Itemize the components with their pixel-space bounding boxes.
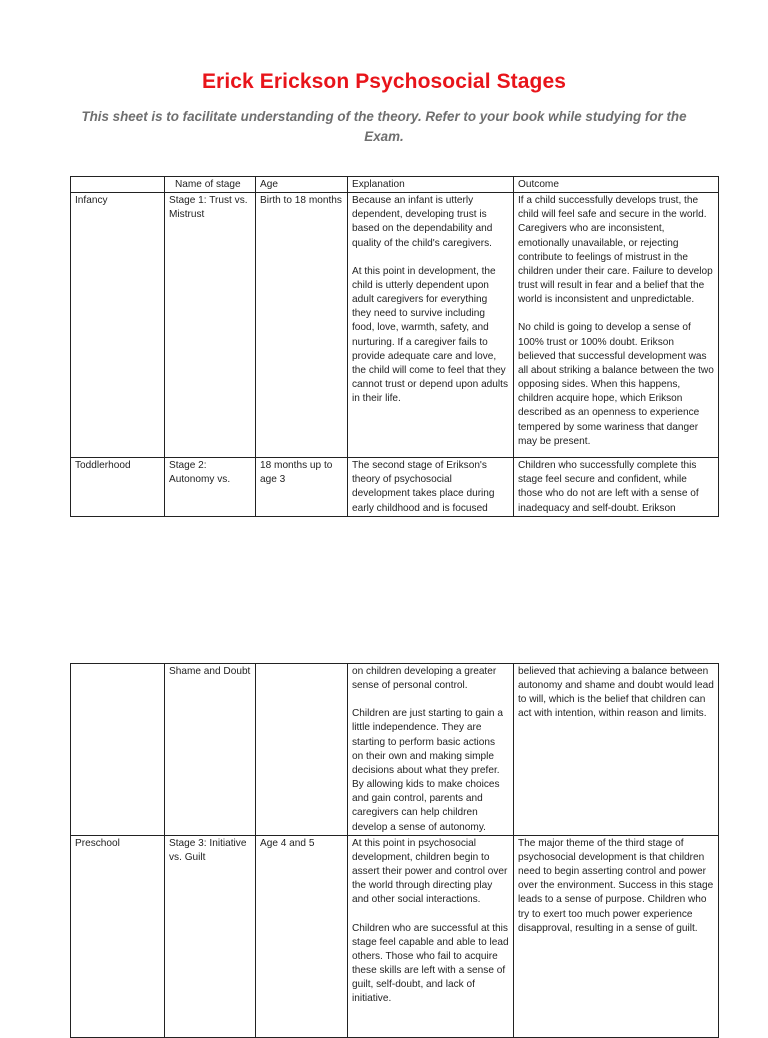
period-cell: Infancy xyxy=(71,193,165,458)
header-cell-age: Age xyxy=(256,177,348,193)
document-subtitle: This sheet is to facilitate understanding of the theory. Refer to your book while studying for the Exam. xyxy=(81,109,687,144)
explanation-cell xyxy=(348,835,514,1037)
table-row-infancy xyxy=(71,193,719,458)
header-cell-explanation: Explanation xyxy=(348,177,514,193)
stages-table-page-1 xyxy=(70,176,719,517)
explanation-paragraph: At this point in psychosocial development, children begin to assert their power and control over the world through directing play and other social interactions. xyxy=(352,837,508,906)
age-cell: Age 4 and 5 xyxy=(256,835,348,1037)
outcome-cell: The major theme of the third stage of psychosocial development is that children need to begin asserting control and power over the environment. Success in this stage leads to a sense of purpose. Children who try to exert too much power experience disapproval, resulting in a sense of guilt. xyxy=(514,835,719,1037)
age-cell: Birth to 18 months xyxy=(256,193,348,458)
explanation-paragraph: Children who are successful at this stage feel capable and able to lead others. Those who fail to acquire these skills are left with a sense of guilt, self-doubt, and lack of initiative. xyxy=(352,922,509,1005)
explanation-cell: The second stage of Erikson's theory of psychosocial development takes place during early childhood and is focused xyxy=(348,458,514,517)
table-row-toddlerhood-continued xyxy=(71,664,719,836)
table-row-preschool xyxy=(71,835,719,1037)
period-cell: Toddlerhood xyxy=(71,458,165,517)
explanation-cell xyxy=(348,193,514,458)
stage-cell: Stage 1: Trust vs. Mistrust xyxy=(165,193,256,458)
stage-cell: Shame and Doubt xyxy=(165,664,256,836)
explanation-paragraph: Children are just starting to gain a little independence. They are starting to perform basic actions on their own and making simple decisions about what they prefer. By allowing kids to make choices and gain control, parents and caregivers can help children develop a sense of autonomy. xyxy=(352,708,503,833)
table-header-row xyxy=(71,177,719,193)
outcome-cell xyxy=(514,193,719,458)
stage-cell: Stage 3: Initiative vs. Guilt xyxy=(165,835,256,1037)
age-cell xyxy=(256,664,348,836)
outcome-cell: Children who successfully complete this stage feel secure and confident, while those who do not are left with a sense of inadequacy and self-doubt. Erikson xyxy=(514,458,719,517)
outcome-paragraph: If a child successfully develops trust, the child will feel safe and secure in the world. Caregivers who are inconsistent, emotionally unavailable, or rejecting contribute to feelings of mistrust in the children under their care. Failure to develop trust will result in fear and a belief that the world is inconsistent and unpredictable. xyxy=(518,195,713,306)
outcome-paragraph: No child is going to develop a sense of 100% trust or 100% doubt. Erikson believed that successful development was all about striking a balance between the two opposing sides. When this happens, children acquire hope, which Erikson described as an openness to experience tempered by some wariness that danger may be present. xyxy=(518,322,714,447)
explanation-paragraph: Because an infant is utterly dependent, developing trust is based on the dependability and quality of the child's caregivers. xyxy=(352,195,493,249)
period-cell xyxy=(71,664,165,836)
explanation-paragraph: At this point in development, the child is utterly dependent upon adult caregivers for everything they need to survive including food, love, warmth, safety, and nurturing. If a caregiver fails to provide adequate care and love, the child will come to feel that they cannot trust or depend upon adults in their life. xyxy=(352,265,509,405)
explanation-paragraph: on children developing a greater sense of personal control. xyxy=(352,666,497,692)
header-cell-period xyxy=(71,177,165,193)
age-cell: 18 months up to age 3 xyxy=(256,458,348,517)
table-row-toddlerhood xyxy=(71,458,719,517)
stage-cell: Stage 2: Autonomy vs. xyxy=(165,458,256,517)
stages-table-page-2 xyxy=(70,663,719,1038)
outcome-cell: believed that achieving a balance between autonomy and shame and doubt would lead to will, which is the belief that children can act with intention, within reason and limits. xyxy=(514,664,719,836)
period-cell: Preschool xyxy=(71,835,165,1037)
document-title: Erick Erickson Psychosocial Stages xyxy=(201,70,567,93)
header-cell-stage: Name of stage xyxy=(165,177,256,193)
header-cell-outcome: Outcome xyxy=(514,177,719,193)
explanation-cell xyxy=(348,664,514,836)
